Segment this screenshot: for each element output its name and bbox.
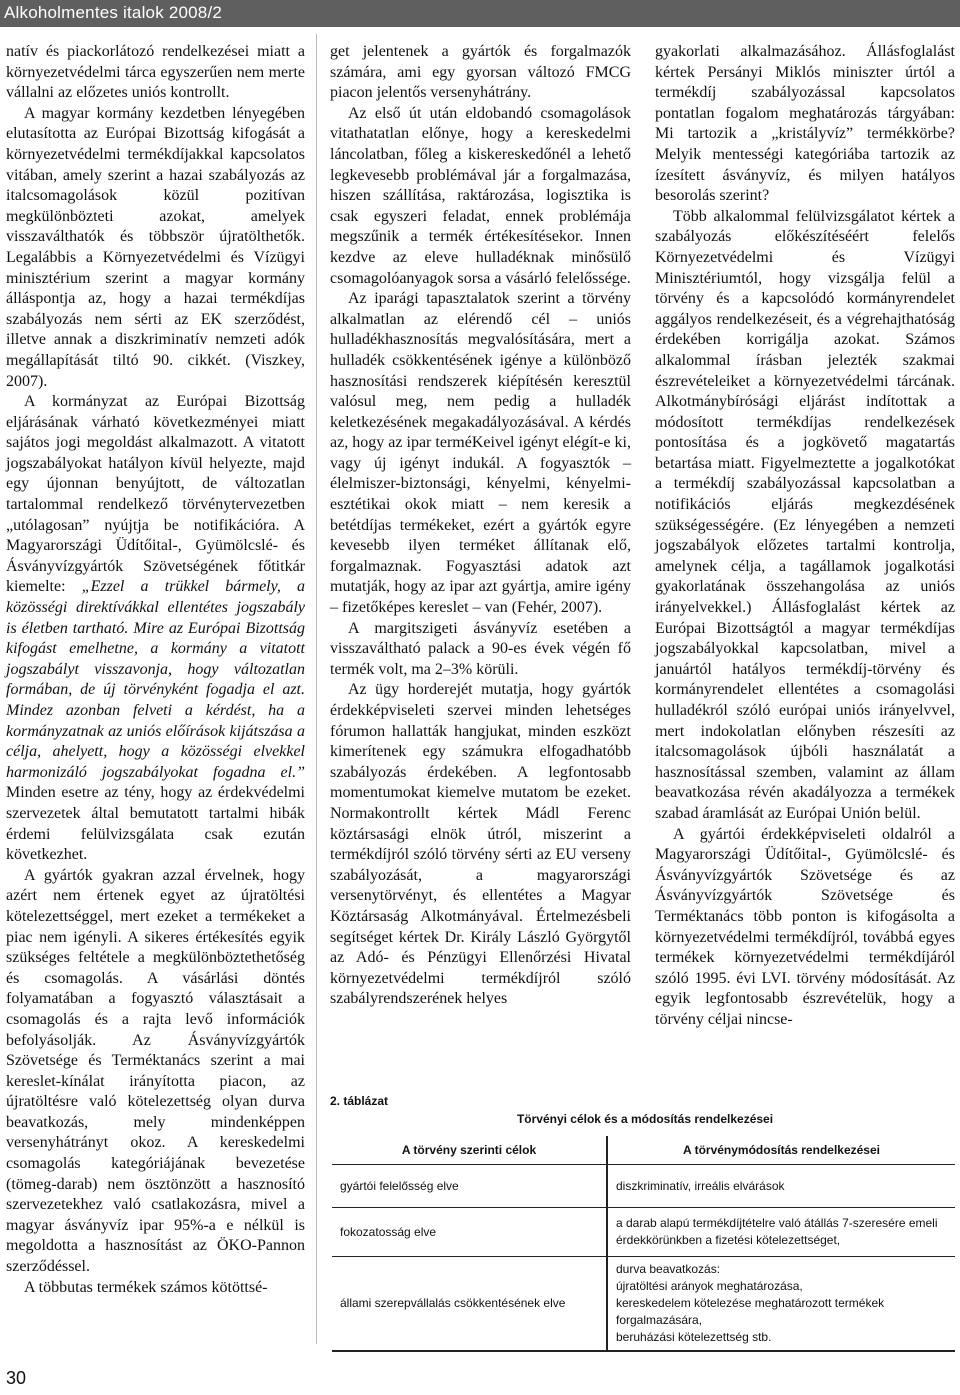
paragraph: A gyártók gyakran azzal érvelnek, hogy azért nem értenek egyet az újratöltési kötelezettséggel, mert ezeket a termékeket a piac nem igényli. A sikeres értékesítés egyik szükséges feltétele a megkülönböztethetőség és csomagolás. A vásárlási döntés folyamatában a fogyasztó választásait a csomagolás és a rajta levő információk befolyásolják. Az Ásványvízgyártók Szövetsége és Terméktanács szerint a mai kereslet-kínálat irányította piacon, az újratöltésre való kötelezettség olyan durva beavatkozás, mely mindenképpen versenyhátrányt okoz. A kereskedelmi csomagolás kategóriájának bevezetése (tömeg-darab) nem ösztönzött a hasznosító szervezetekhez való csatlakozásra, mivel a magyar ásványvíz ipar 95%-a e nélkül is megoldotta a hasznosítást az ÖKO-Pannon szerződéssel. (6, 866, 305, 1276)
table-cell-provision: durva beavatkozás: újratöltési arányok meghatározása, kereskedelem kötelezése meghatározott termékek forgalmazására, beruházási kötelezettség stb. (607, 1257, 955, 1352)
table-header-goals: A törvény szerinti célok (332, 1136, 607, 1165)
table-label: 2. táblázat (330, 1094, 389, 1108)
column-2 (330, 42, 631, 1010)
paragraph: A magyar kormány kezdetben lényegében elutasította az Európai Bizottság kifogását a környezetvédelmi termékdíjakkal kapcsolatos vitában, amely szerint a hazai szabályozás az italcsomagolások közül pozitívan megkülönbözteti azokat, amelyek visszaválthatók és többször újratölthetők. Legalábbis a Környezetvédelmi és Vízügyi minisztérium szerint a magyar kormány álláspontja az, hogy a hazai termékdíjas szabályozás nem sérti az EK szerződést, illetve annak a diszkriminatív nemzeti adók megállapítását tiltó 90. cikkét. (Viszkey, 2007). (6, 104, 305, 390)
table-row (332, 1165, 955, 1208)
table-row (332, 1208, 955, 1257)
table-header-row (332, 1136, 955, 1165)
table-cell-goal: állami szerepvállalás csökkentésének elve (332, 1257, 607, 1352)
column-1 (6, 42, 305, 1298)
paragraph: natív és piackorlátozó rendelkezései miatt a környezetvédelmi tárca egyszerűen nem merte vállalni az előzetes uniós kontrollt. (6, 43, 305, 102)
column-divider (316, 34, 317, 1344)
paragraph: Az iparági tapasztalatok szerint a törvény alkalmatlan az elérendő cél – uniós hulladékhasznosítás megvalósítására, mert a hulladék csökkentésének igénye a különböző hasznosítási rendszerek kiépítésén keresztül valósul meg, nem pedig a hulladék keletkezésének megakadályozásával. A kérdés az, hogy az ipar terméKeivel igényt elégít-e ki, vagy új igényt indukál. A fogyasztók – élelmiszer-biztonsági, kényelmi, kényelmi-esztétikai okok miatt – nem keresik a betétdíjas termékeket, ezért a gyártók egyre kevesebb ilyen terméket állítanak elő, forgalmaznak. Fogyasztási adatok azt mutatják, hogy az ipar azt gyártja, amire igény – fizetőképes kereslet – van (Fehér, 2007). (330, 290, 631, 617)
quote-italic: „Ezzel a trükkel bármely, a közösségi direktívákkal ellentétes jogszabály is életben tartható. Mire az Európai Bizottság kifogást emelhetne, a kormány a vitatott jogszabályt visszavonja, hogy változatlan formában, de új törvényként fogadja el azt. Mindez azonban felveti a kérdést, ha a kormányzatnak az uniós előírások kijátszása a célja, ahelyett, hogy a közösségi elvekkel harmonizáló jogszabályokat fogadna el.” (6, 578, 306, 781)
paragraph: A gyártói érdekképviseleti oldalról a Magyarországi Üdítőital-, Gyümölcslé- és Ásványvízgyártók Szövetsége és az Ásványvízgyártók Szövetsége és Terméktanács több ponton is kifogásolta a környezetvédelmi termékdíjról, továbbá egyes termékek környezetvédelmi termékdíjáról szóló 1995. évi LVI. törvény módosítását. Az egyik legfontosabb észrevételük, hogy a törvény céljai nincse- (655, 825, 955, 1028)
paragraph: A margitszigeti ásványvíz esetében a visszaváltható palack a 90-es évek végén fő termék volt, ma 2–3% körüli. (330, 619, 631, 678)
table-cell-provision: a darab alapú termékdíjtételre való átállás 7-szeresére emeli érdekkörünkben a fizetési kötelezettséget, (607, 1208, 955, 1257)
column-3 (655, 42, 955, 1031)
paragraph: Az ügy horderejét mutatja, hogy gyártók érdekképviseleti szervei minden lehetséges fórumon hallatták hangjukat, minden eszközt kimerítenek egy számukra elfogadhatóbb szabályozás érdekében. A legfontosabb momentumokat kiemelve mutatom be ezeket. Normakontrollt kértek Mádl Ferenc köztársasági elnök útról, miszerint a termékdíjról szóló törvény sérti az EU verseny szabályozását, a magyarországi versenytörvényt, és ellentétes a Magyar Köztársaság Alkotmányával. Értelmezésbeli segítséget kértek Dr. Király László Györgytől az Adó- és Pénzügyi Ellenőrzési Hivatal környezetvédelmi termékdíjról szóló szabályrendszerének helyes (330, 681, 631, 1008)
paragraph: Több alkalommal felülvizsgálatot kértek a szabályozás előkészítéséért felelős Környezetvédelmi és Vízügyi Minisztériumtól, hogy vizsgálja felül a törvény és a kapcsolódó kormányrendelet aggályos rendelkezéseit, és a végrehajthatóság érdekében korrigálja azokat. Számos alkalommal írásban jelezték szakmai észrevételeiket a környezetvédelmi tárcának. Alkotmánybírósági eljárást indítottak a módosított termékdíjas rendelkezések pontosítása és a jogkövető magatartás betartása miatt. Figyelmeztette a jogalkotókat a termékdíj szabályozással kapcsolatban a notifikációs eljárás megkezdésének szükségességére. (Ez lényegében a nemzeti jogszabályok előzetes tartalmi kontrolja, amelynek célja, a tagállamok jogalkotási gyakorlatának összehangolása az uniós irányelvekkel.) Állásfoglalást kértek az Európai Bizottságtól a magyar termékdíjas jogszabályokkal kapcsolatban, mivel a januártól hatályos termékdíj-törvény és kormányrendelet ellentétes a csomagolási hulladékról szóló európai uniós irányelvvel, mert indokolatlan előnyben részesíti az italcsomagolások újbóli használatát a hasznosítással szemben, valamint az állam beavatkozása révén akadályozza a termékek szabad áramlását az Európai Unión belül. (655, 207, 955, 822)
paragraph-text: A kormányzat az Európai Bizottság eljárásának várható következményei miatt sajátos jogi megoldást alkalmazott. A vitatott jogszabályokat hatályon kívül helyezte, majd egy újonnan benyújtott, de változatlan tartalommal rendelkező törvénytervezetben „utólagosan” nyújtja be notifikációra. A Magyarországi Üdítőital-, Gyümölcslé- és Ásványvízgyártók Szövetségének főtitkár kiemelte: (6, 393, 305, 596)
journal-title: Alkoholmentes italok 2008/2 (4, 3, 223, 22)
table-cell-goal: gyártói felelősség elve (332, 1165, 607, 1208)
page-number: 30 (6, 1368, 27, 1388)
paragraph: get jelentenek a gyártók és forgalmazók számára, ami egy gyorsan változó FMCG piacon jelentős versenyhátrány. (330, 43, 631, 102)
table-caption: Törvényi célok és a módosítás rendelkezései (516, 1112, 774, 1126)
paragraph-text: Minden esetre az tény, hogy az érdekvédelmi szervezetek által bemutatott tartalmi hibák érdemi felülvizsgálata csak ezután következhet. (6, 784, 305, 864)
page-header (0, 0, 960, 27)
table-row (332, 1257, 955, 1352)
paragraph: gyakorlati alkalmazásához. Állásfoglalást kértek Persányi Miklós miniszter úrtól a termékdíj szabályozással kapcsolatos pontatlan fogalom meghatározás tárgyában: Mi tartozik a „kristályvíz” termékkörbe? Melyik mentességi kategóriába tartozik az ízesített ásványvíz, és milyen hatályos besorolás szerint? (655, 43, 955, 205)
paragraph: A többutas termékek számos kötöttsé- (24, 1278, 268, 1296)
table-header-provisions: A törvénymódosítás rendelkezései (607, 1136, 955, 1165)
table-cell-goal: fokozatosság elve (332, 1208, 607, 1257)
table-cell-provision: diszkriminatív, irreális elvárások (607, 1165, 955, 1208)
paragraph-with-quote (6, 392, 305, 866)
policy-table (332, 1136, 955, 1352)
paragraph: Az első út után eldobandó csomagolások vitathatatlan előnye, hogy a kereskedelmi láncolatban, főleg a kiskereskedőnél a lehető legkevesebb problémával jár a forgalmazása, hiszen szállítása, raktározása, logisztika is csak egyszeri feladat, ennek problémája megszűnik a termék értékesítésekor. Innen kezdve az eleve hulladéknak minősülő csomagolóanyagok sorsa a vásárló felelőssége. (330, 104, 631, 287)
